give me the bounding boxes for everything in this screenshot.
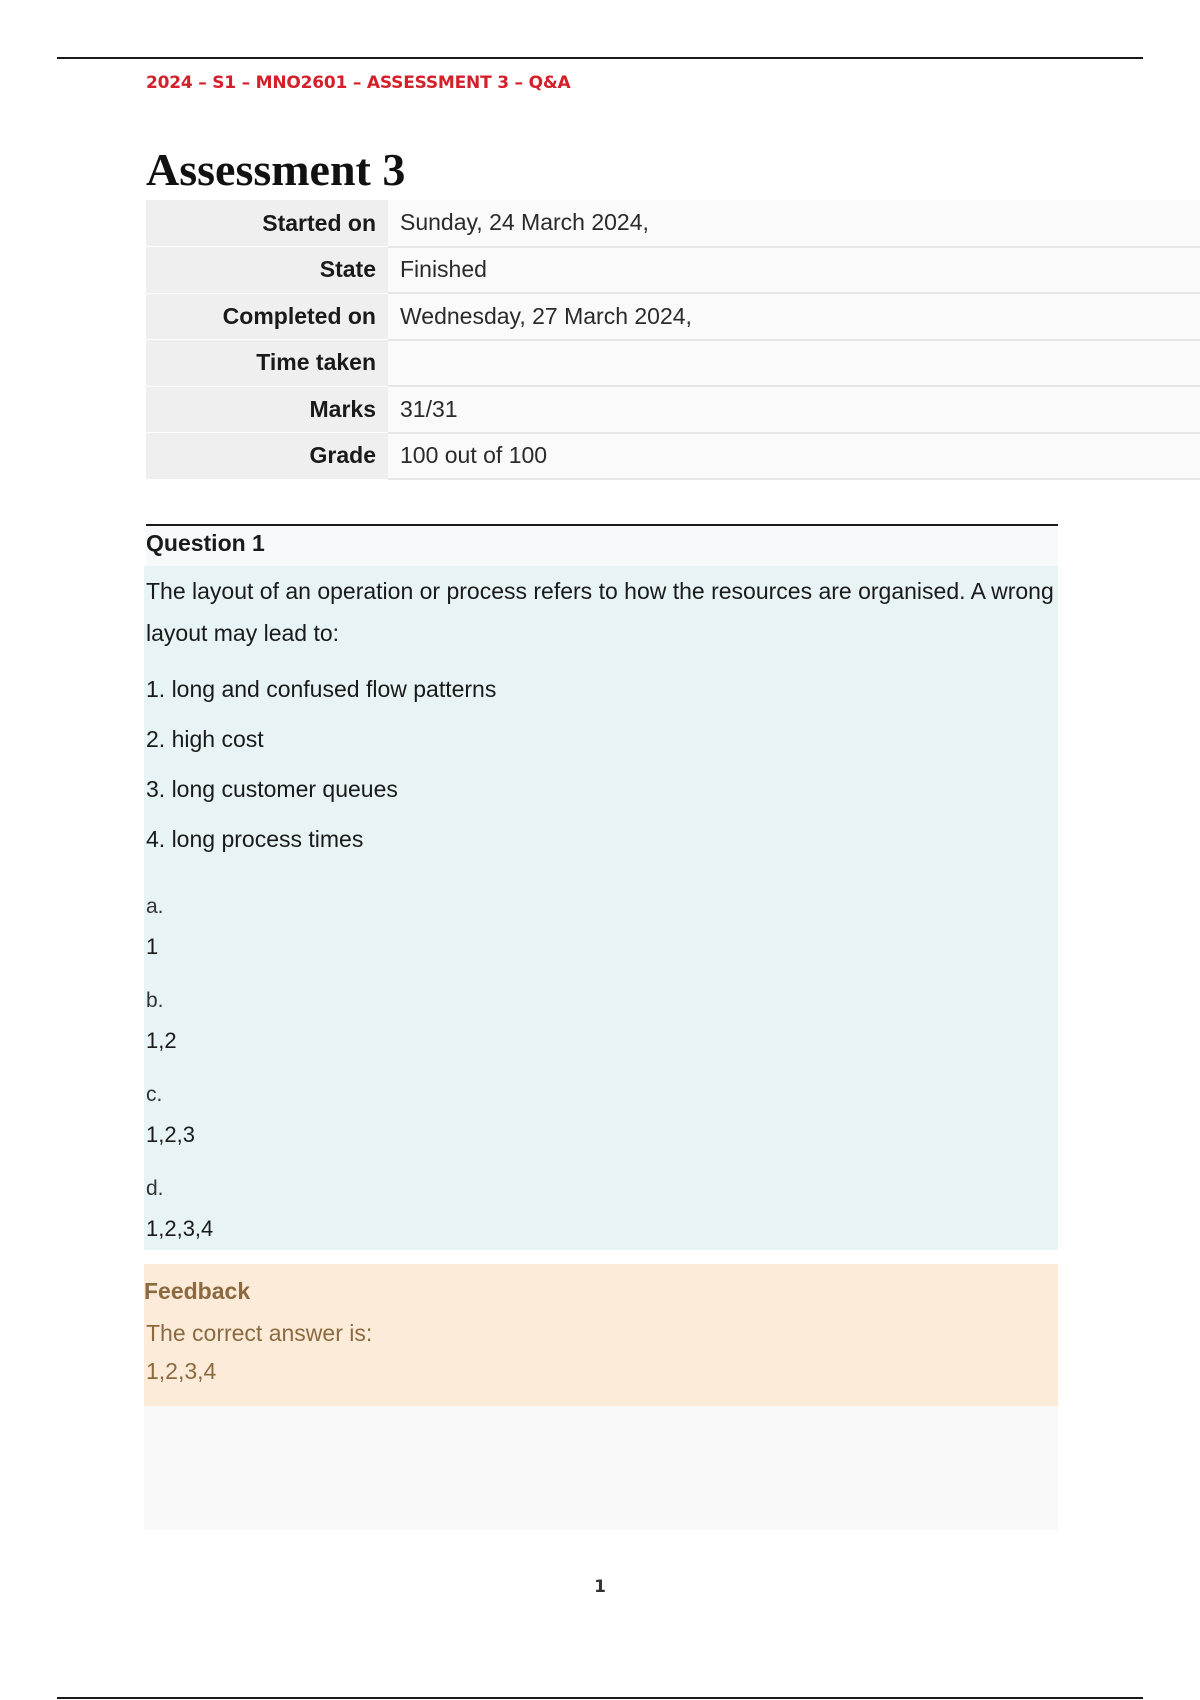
summary-label: State xyxy=(146,247,388,294)
summary-value xyxy=(388,340,1200,387)
option-letter: c. xyxy=(146,1083,163,1106)
feedback-title: Feedback xyxy=(144,1278,251,1304)
summary-label: Started on xyxy=(146,200,388,247)
question-heading: Question 1 xyxy=(146,524,1058,566)
blank-panel xyxy=(144,1406,1058,1530)
bottom-rule xyxy=(57,1697,1143,1699)
top-rule xyxy=(57,57,1143,59)
question-item: 3. long customer queues xyxy=(146,776,398,802)
option-letter: b. xyxy=(146,989,164,1012)
answer-option-a xyxy=(146,892,1058,962)
option-value: 1,2,3 xyxy=(146,1122,195,1147)
summary-value: 100 out of 100 xyxy=(388,433,1200,480)
summary-label: Time taken xyxy=(146,340,388,387)
page-title: Assessment 3 xyxy=(146,144,406,195)
option-letter: d. xyxy=(146,1177,164,1200)
option-value: 1,2 xyxy=(146,1028,177,1053)
summary-row-started-on xyxy=(146,200,1200,247)
question-item: 2. high cost xyxy=(146,726,264,752)
summary-row-grade xyxy=(146,433,1200,480)
summary-table xyxy=(146,200,1200,480)
page-number: 1 xyxy=(594,1577,606,1597)
option-letter: a. xyxy=(146,895,164,918)
summary-label: Marks xyxy=(146,386,388,433)
document-header: 2024 – S1 – MNO2601 – ASSESSMENT 3 – Q&A xyxy=(146,73,571,93)
summary-row-time-taken xyxy=(146,340,1200,387)
summary-value: Wednesday, 27 March 2024, xyxy=(388,293,1200,340)
option-value: 1 xyxy=(146,934,159,959)
feedback-text: The correct answer is: xyxy=(146,1320,373,1346)
summary-value: Sunday, 24 March 2024, xyxy=(388,200,1200,247)
feedback-panel xyxy=(144,1264,1058,1406)
question-item: 1. long and confused flow patterns xyxy=(146,676,497,702)
answer-option-c xyxy=(146,1080,1058,1150)
summary-row-marks xyxy=(146,386,1200,433)
question-body xyxy=(144,566,1058,1250)
answer-option-b xyxy=(146,986,1058,1056)
feedback-answer: 1,2,3,4 xyxy=(146,1358,217,1384)
summary-row-state xyxy=(146,247,1200,294)
question-text: The layout of an operation or process refers to how the resources are organised. A wrong layout may lead to: xyxy=(146,578,1054,646)
summary-value: 31/31 xyxy=(388,386,1200,433)
summary-label: Completed on xyxy=(146,293,388,340)
summary-row-completed-on xyxy=(146,293,1200,340)
summary-label: Grade xyxy=(146,433,388,480)
question-card xyxy=(146,524,1058,1250)
summary-value: Finished xyxy=(388,247,1200,294)
assessment-summary-section xyxy=(146,140,1200,480)
answer-option-d xyxy=(146,1174,1058,1244)
option-value: 1,2,3,4 xyxy=(146,1216,214,1241)
question-item: 4. long process times xyxy=(146,826,364,852)
